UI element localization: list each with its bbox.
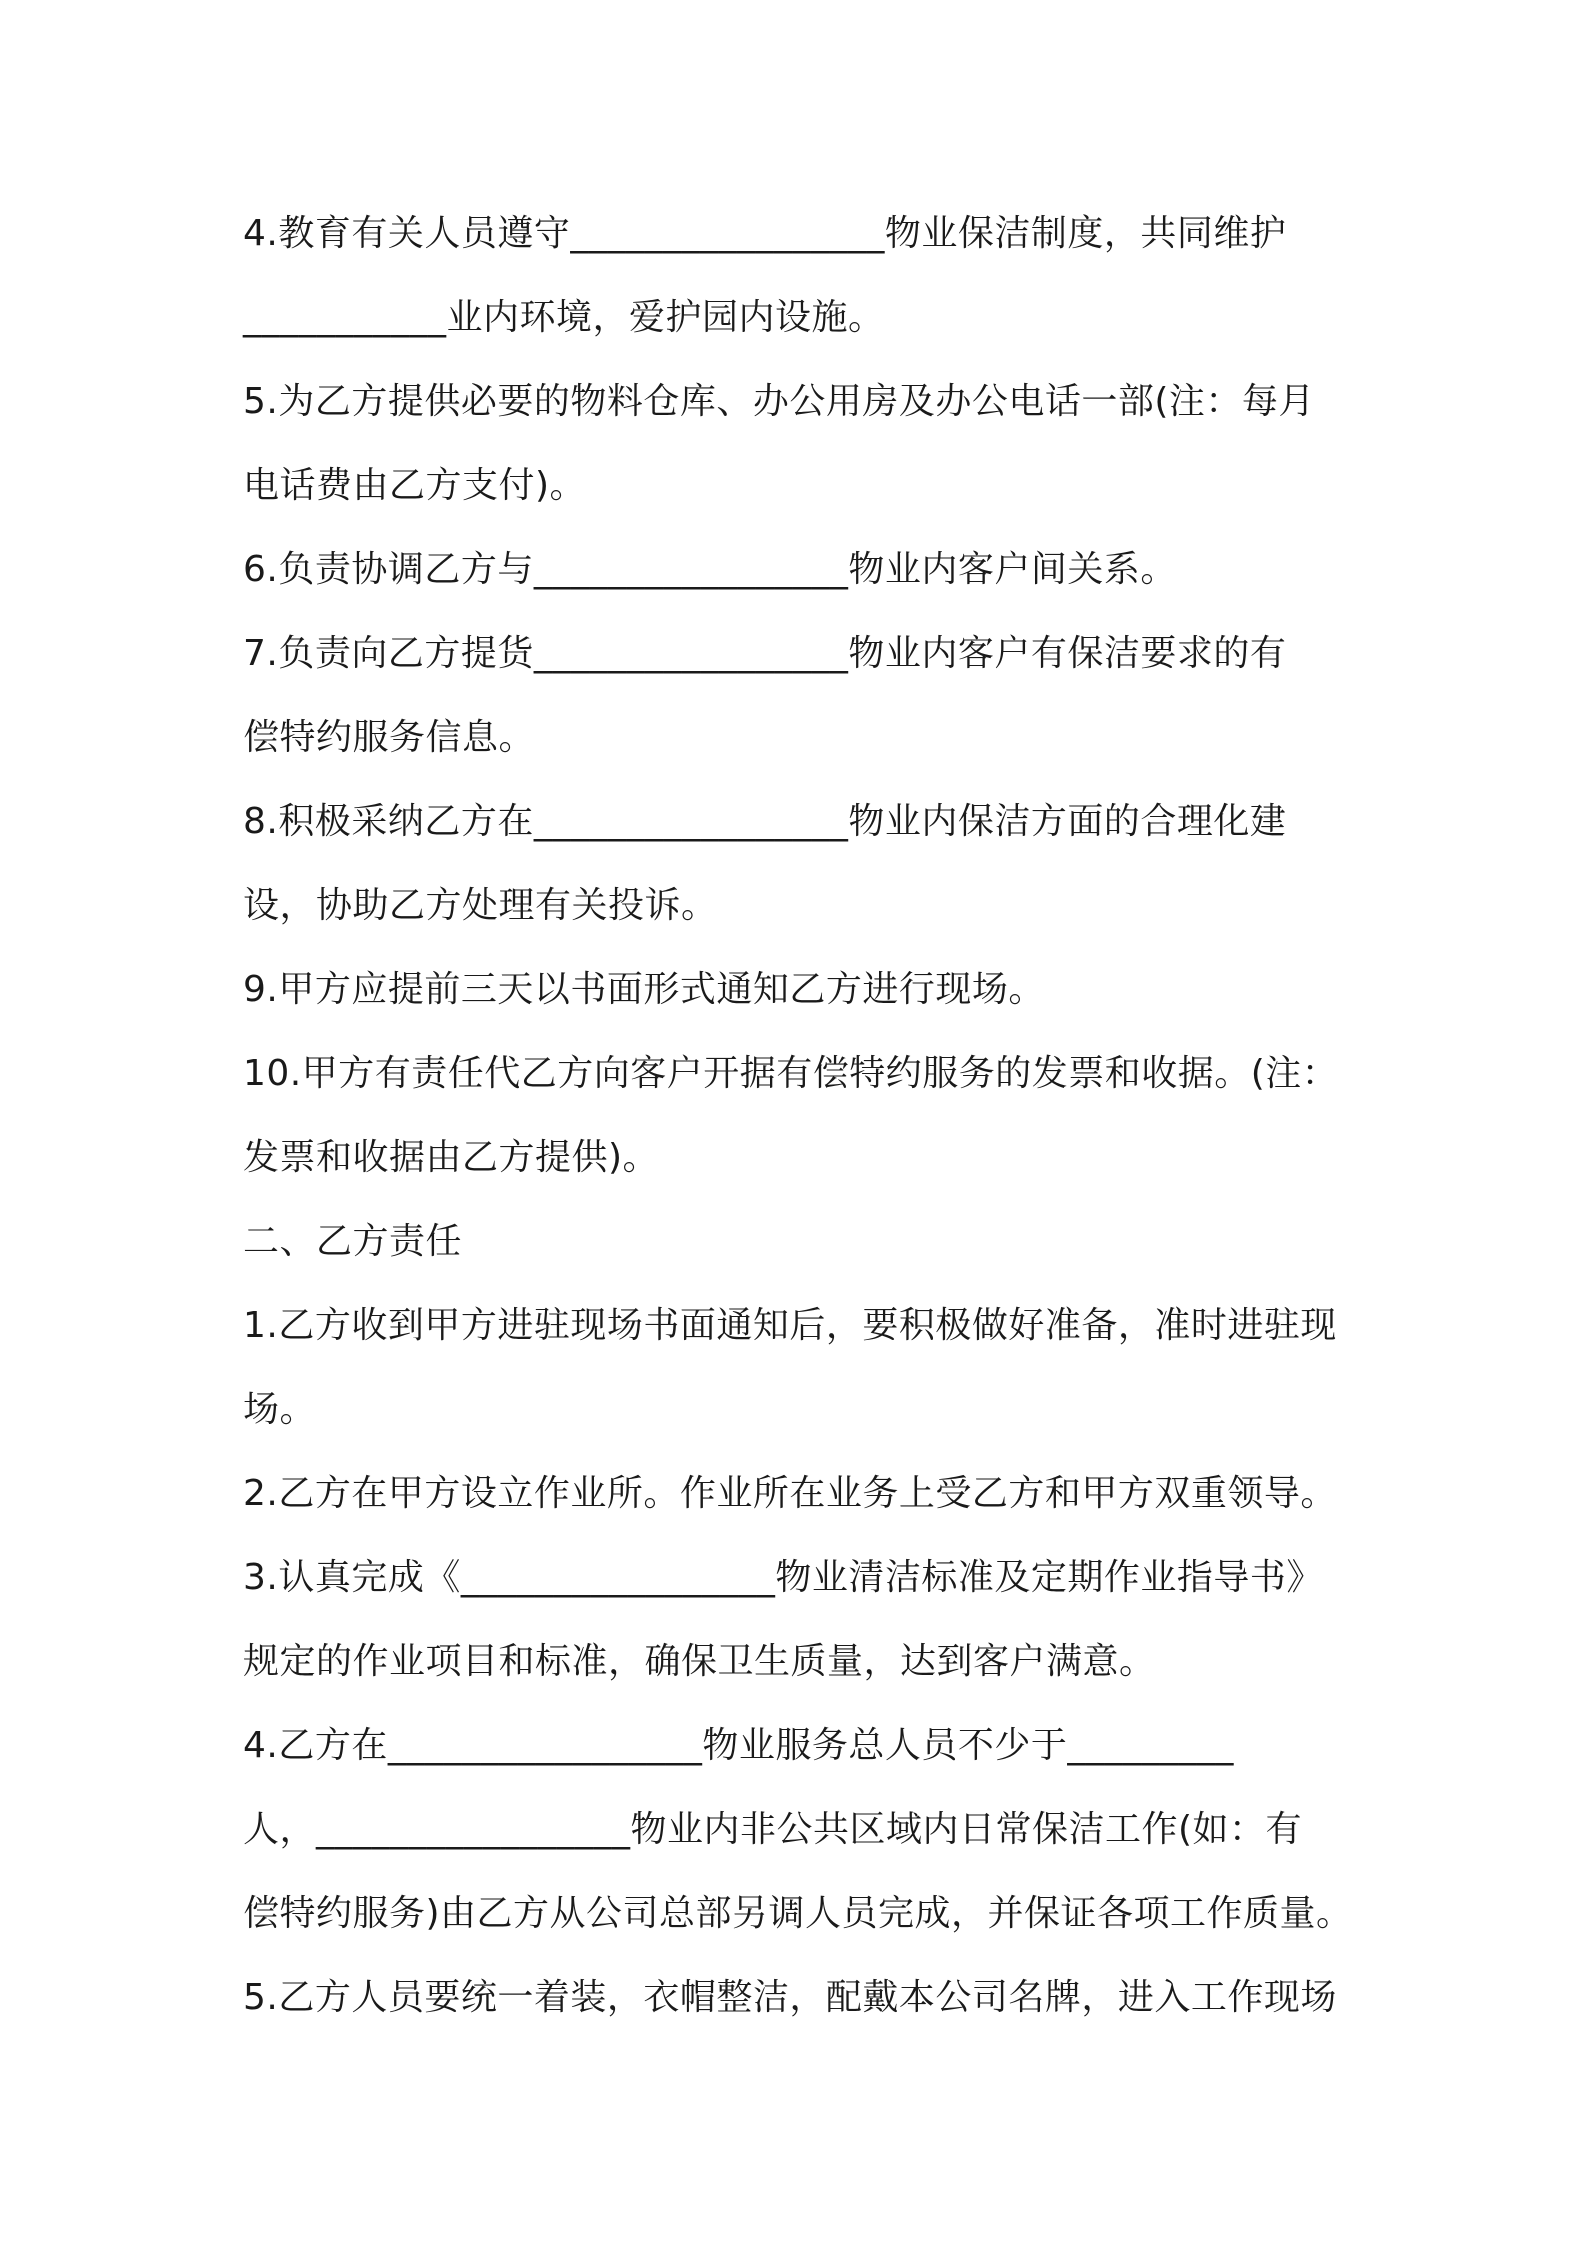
- clause-line: 5.为乙方提供必要的物料仓库、办公用房及办公电话一部(注：每月: [243, 381, 1315, 422]
- clause-line: 3.认真完成《_________________物业清洁标准及定期作业指导书》: [243, 1557, 1323, 1598]
- clause-line: 4.乙方在_________________物业服务总人员不少于_________: [243, 1725, 1234, 1766]
- clause-line: 发票和收据由乙方提供)。: [243, 1137, 660, 1178]
- clause-line: ___________业内环境，爱护园内设施。: [243, 297, 885, 338]
- clause-line: 偿特约服务)由乙方从公司总部另调人员完成，并保证各项工作质量。: [243, 1893, 1353, 1934]
- clause-line: 10.甲方有责任代乙方向客户开据有偿特约服务的发票和收据。(注：: [243, 1053, 1339, 1094]
- clause-line: 2.乙方在甲方设立作业所。作业所在业务上受乙方和甲方双重领导。: [243, 1473, 1337, 1514]
- clause-line: 4.教育有关人员遵守_________________物业保洁制度，共同维护: [243, 213, 1287, 254]
- section-heading: 二、乙方责任: [243, 1221, 463, 1262]
- clause-line: 人，_________________物业内非公共区域内日常保洁工作(如：有: [243, 1809, 1303, 1850]
- contract-text-block: [243, 192, 1393, 2040]
- clause-line: 5.乙方人员要统一着装，衣帽整洁，配戴本公司名牌，进入工作现场: [243, 1977, 1337, 2018]
- clause-line: 场。: [243, 1389, 317, 1430]
- clause-line: 1.乙方收到甲方进驻现场书面通知后，要积极做好准备，准时进驻现: [243, 1305, 1337, 1346]
- clause-line: 6.负责协调乙方与_________________物业内客户间关系。: [243, 549, 1177, 590]
- clause-line: 电话费由乙方支付)。: [243, 465, 587, 506]
- clause-line: 设，协助乙方处理有关投诉。: [243, 885, 718, 926]
- clause-line: 9.甲方应提前三天以书面形式通知乙方进行现场。: [243, 969, 1045, 1010]
- clause-line: 7.负责向乙方提货_________________物业内客户有保洁要求的有: [243, 633, 1287, 674]
- clause-line: 偿特约服务信息。: [243, 717, 536, 758]
- clause-line: 8.积极采纳乙方在_________________物业内保洁方面的合理化建: [243, 801, 1287, 842]
- clause-line: 规定的作业项目和标准，确保卫生质量，达到客户满意。: [243, 1641, 1156, 1682]
